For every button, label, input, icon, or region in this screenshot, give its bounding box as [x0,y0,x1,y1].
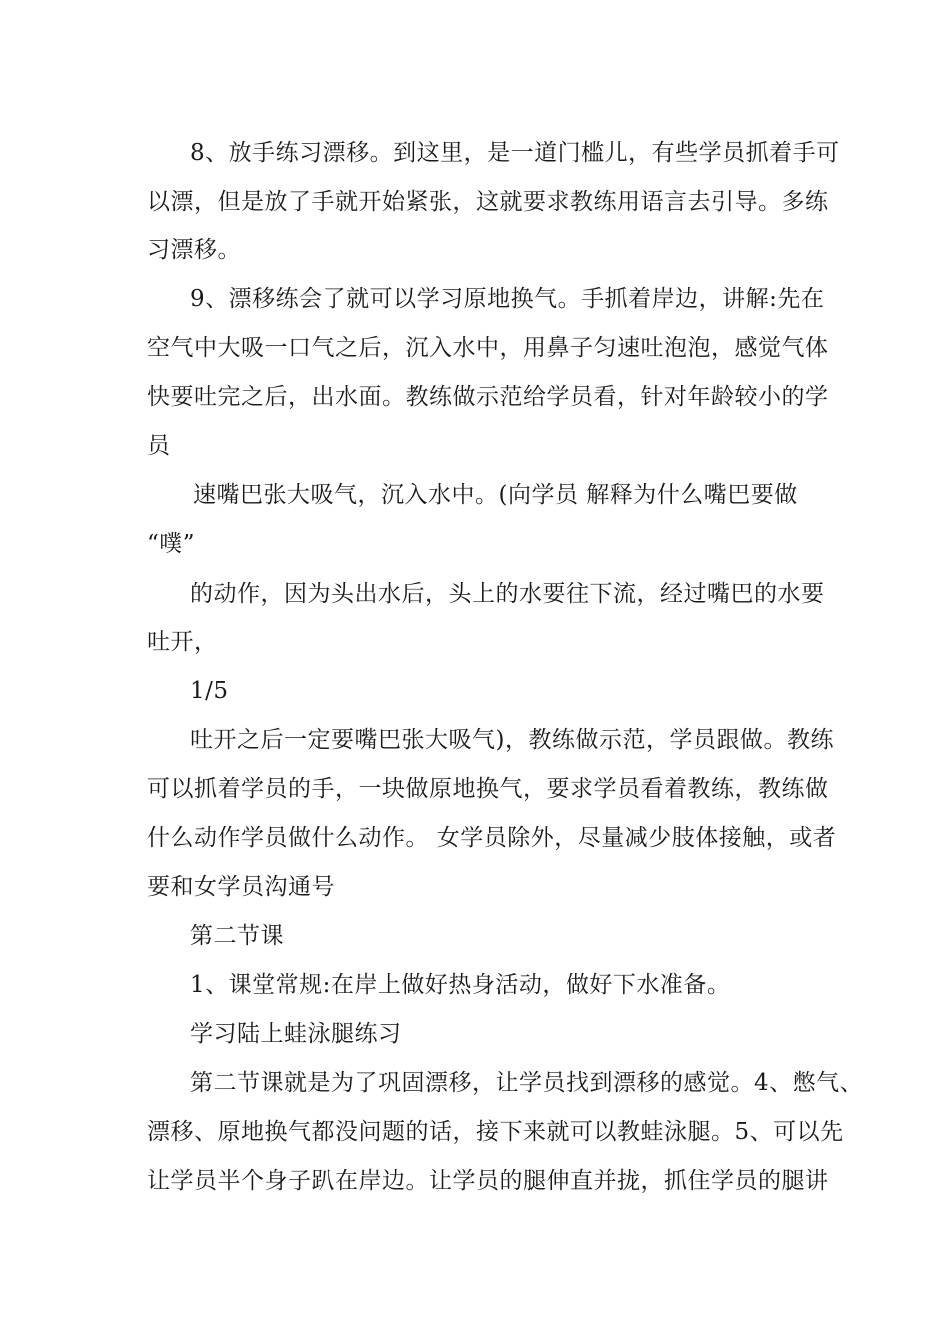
paragraph-line: 让学员半个身子趴在岸边。让学员的腿伸直并拢，抓住学员的腿讲 [147,1168,829,1194]
paragraph-line: 吐开， [147,629,218,655]
paragraph-line: 9、漂移练会了就可以学习原地换气。手抓着岸边，讲解:先在 [190,286,825,312]
paragraph-line: 以漂，但是放了手就开始紧张，这就要求教练用语言去引导。多练 [147,189,829,215]
section-heading: 第二节课 [190,923,284,949]
paragraph-line: 员 [147,433,171,459]
paragraph-line: 的动作，因为头出水后，头上的水要往下流，经过嘴巴的水要 [190,581,825,607]
paragraph-line: 学习陆上蛙泳腿练习 [190,1021,402,1047]
paragraph-line: 吐开之后一定要嘴巴张大吸气)，教练做示范，学员跟做。教练 [190,727,834,753]
paragraph-line: 什么动作学员做什么动作。 女学员除外，尽量减少肢体接触，或者 [147,825,837,851]
paragraph-line: 要和女学员沟通号 [147,874,335,900]
paragraph-line: 可以抓着学员的手，一块做原地换气，要求学员看着教练，教练做 [147,776,829,802]
paragraph-line: 速嘴巴张大吸气，沉入水中。(向学员 解释为什么嘴巴要做 [193,482,798,508]
paragraph-line: 8、放手练习漂移。到这里，是一道门槛儿，有些学员抓着手可 [190,140,840,166]
paragraph-line: 习漂移。 [147,237,241,263]
paragraph-line: 1、课堂常规:在岸上做好热身活动，做好下水准备。 [190,972,731,998]
paragraph-line: “噗” [147,531,196,557]
paragraph-line: 快要吐完之后，出水面。教练做示范给学员看，针对年龄较小的学 [147,384,829,410]
paragraph-line: 第二节课就是为了巩固漂移，让学员找到漂移的感觉。4、憋气、 [190,1070,864,1096]
paragraph-line: 漂移、原地换气都没问题的话，接下来就可以教蛙泳腿。5、可以先 [147,1119,844,1145]
paragraph-line: 空气中大吸一口气之后，沉入水中，用鼻子匀速吐泡泡，感觉气体 [147,335,829,361]
page-number: 1/5 [190,678,229,704]
